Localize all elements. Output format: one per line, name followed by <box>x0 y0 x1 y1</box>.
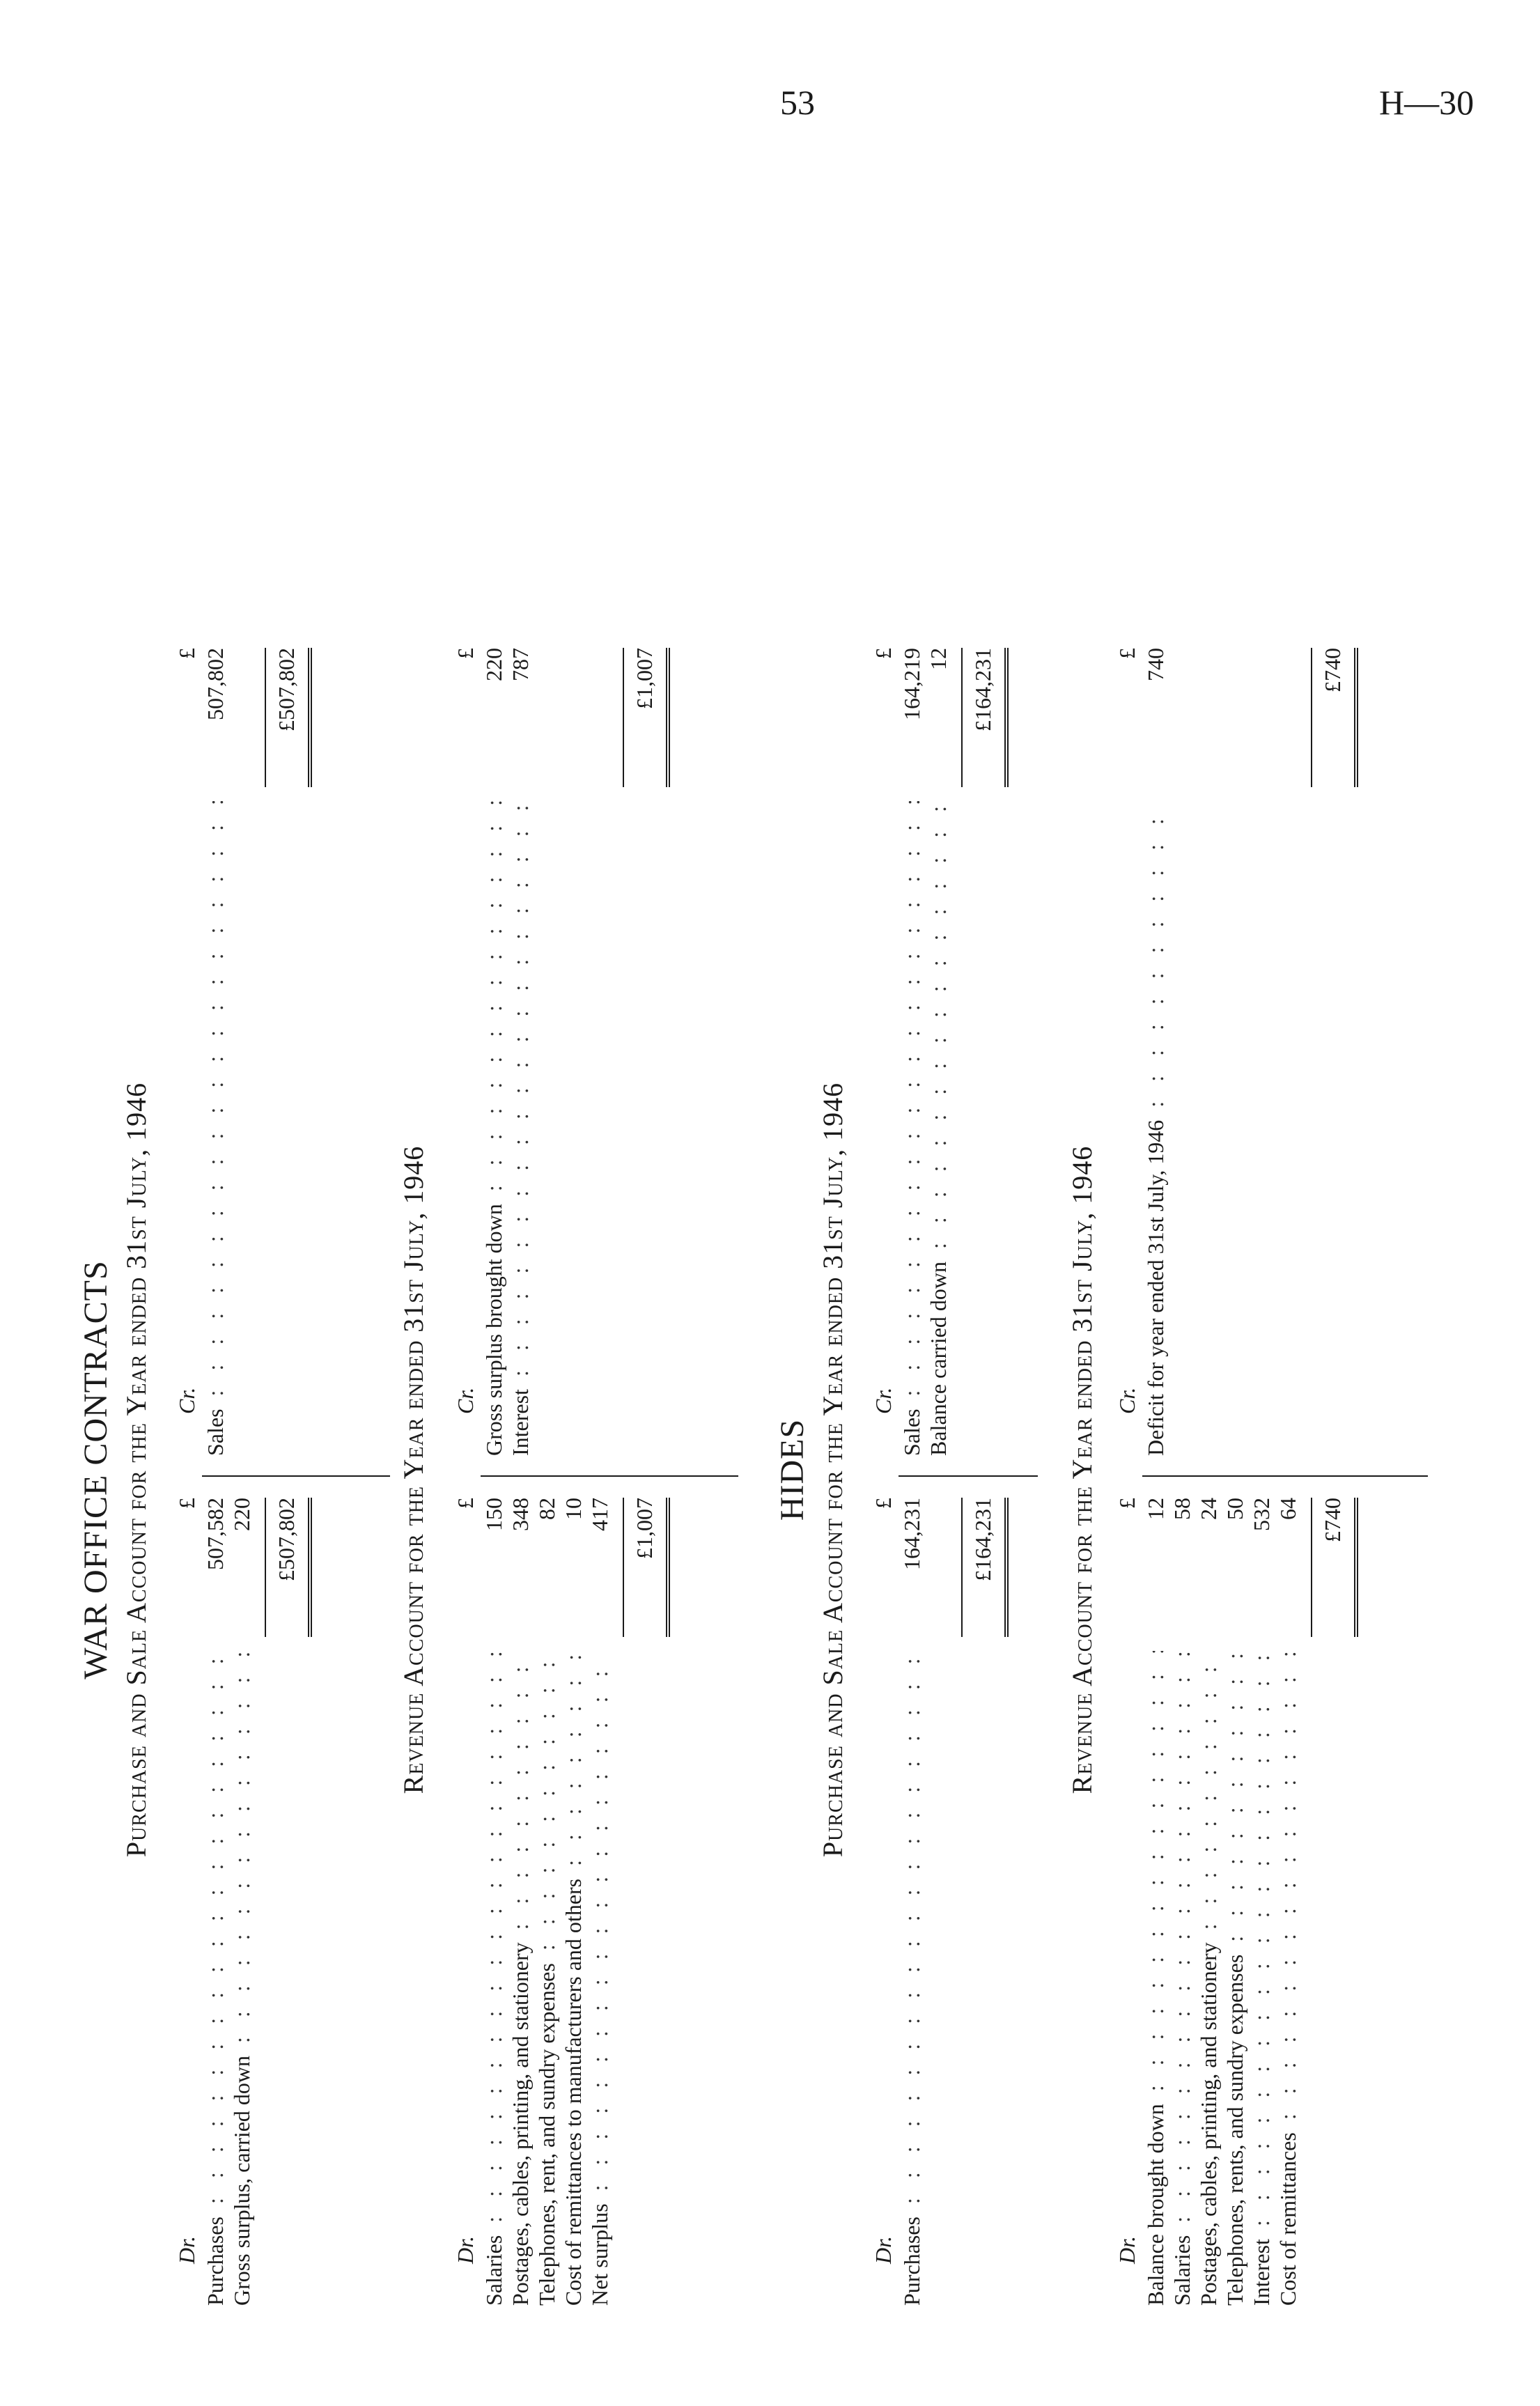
account-title: Purchase and Sale Account for the Year ended 31st July, 1946 <box>817 1082 848 1858</box>
row-amount: 24 <box>1196 1498 1221 1520</box>
row-amount: 50 <box>1222 1498 1247 1520</box>
row-desc: Gross surplus brought down : : : : : : : : : : : : : : : : : : : : : : : : : <box>481 801 507 1456</box>
blank-row <box>1169 648 1195 1456</box>
total-block <box>961 648 1017 1456</box>
ledger-row <box>507 1498 534 2306</box>
ledger-row <box>202 1498 228 2306</box>
total-amount: £164,231 <box>961 648 1009 787</box>
row-amount: 12 <box>926 648 951 670</box>
row-amount: 417 <box>587 1498 612 1531</box>
row-amount: 787 <box>508 648 533 681</box>
total-block <box>1311 1498 1367 2306</box>
dr-label: Dr. <box>1114 2235 1140 2264</box>
row-amount: 740 <box>1143 648 1168 681</box>
row-desc: Purchases : : : : : : : : : : : : : : : : : : : : : : : : : <box>202 1651 228 2306</box>
row-amount: 507,802 <box>203 648 228 720</box>
total-block <box>265 648 320 1456</box>
ledger-row <box>1169 1498 1195 2306</box>
row-amount: 10 <box>561 1498 586 1520</box>
row-amount: 164,231 <box>899 1498 924 1570</box>
ledger-row <box>1142 648 1169 1456</box>
ledger-row <box>899 648 925 1456</box>
blank-row <box>228 648 255 1456</box>
row-amount: 64 <box>1275 1498 1300 1520</box>
credit-side <box>453 648 678 1456</box>
total-amount: £507,802 <box>265 648 312 787</box>
ledger-row <box>586 1498 613 2306</box>
ledger-row <box>1222 1498 1248 2306</box>
blank-row <box>586 648 613 1456</box>
page-reference: H—30 <box>1379 83 1475 122</box>
row-desc: Salaries : : : : : : : : : : : : : : : : : : : : : : : : : <box>1169 1651 1195 2306</box>
ledger-row <box>1275 1498 1301 2306</box>
cr-label: Cr. <box>174 1387 199 1414</box>
currency-symbol: £ <box>871 1498 896 1509</box>
row-amount: 150 <box>481 1498 506 1531</box>
debit-side <box>453 1498 678 2306</box>
currency-symbol: £ <box>453 648 478 659</box>
total-block <box>265 1498 320 2306</box>
total-amount: £507,802 <box>265 1498 312 1637</box>
row-desc: Purchases : : : : : : : : : : : : : : : : : : : : : : : : : <box>899 1651 925 2306</box>
total-amount: £1,007 <box>623 648 670 787</box>
account-purchase-sale-war-office <box>174 634 341 2306</box>
ledger-row <box>202 648 228 1456</box>
blank-row <box>1248 648 1275 1456</box>
ledger-row <box>560 1498 586 2306</box>
account-purchase-sale-hides <box>871 634 1038 2306</box>
row-desc: Balance brought down : : : : : : : : : : : : : : : : : : : : : : : : : <box>1142 1651 1169 2306</box>
row-amount: 220 <box>229 1498 254 1531</box>
ledger-row <box>1248 1498 1275 2306</box>
account-title: Purchase and Sale Account for the Year ended 31st July, 1946 <box>120 1082 152 1858</box>
row-amount: 220 <box>481 648 506 681</box>
debit-side <box>174 1498 320 2306</box>
row-desc: Telephones, rent, and sundry expenses : : : : : : : : : : : : : : : : : : : : : : : : : <box>534 1651 560 2306</box>
row-desc: Balance carried down : : : : : : : : : : : : : : : : : : : : : : : : : <box>925 801 951 1456</box>
account-revenue-hides <box>1114 634 1407 2306</box>
total-amount: £740 <box>1311 648 1358 787</box>
section-title-war-office-contracts: WAR OFFICE CONTRACTS <box>77 1260 114 1679</box>
ledger-row <box>1195 1498 1222 2306</box>
currency-symbol: £ <box>871 648 896 659</box>
currency-symbol: £ <box>174 1498 199 1509</box>
row-desc: Postages, cables, printing, and stationery : : : : : : : : : : : : : : : : : : : : : : : : : <box>507 1651 534 2306</box>
debit-side <box>1114 1498 1367 2306</box>
credit-side <box>174 648 320 1456</box>
column-divider <box>481 1475 738 1477</box>
ledger-row <box>481 648 507 1456</box>
blank-row <box>1222 648 1248 1456</box>
currency-symbol: £ <box>1114 648 1140 659</box>
row-desc: Net surplus : : : : : : : : : : : : : : : : : : : : : : : : : <box>586 1651 613 2306</box>
row-amount: 532 <box>1249 1498 1274 1531</box>
dr-label: Dr. <box>174 2235 199 2264</box>
account-title: Revenue Account for the Year ended 31st July, 1946 <box>398 1145 429 1794</box>
cr-label: Cr. <box>1114 1387 1140 1414</box>
ledger-row <box>534 1498 560 2306</box>
ledger-row <box>507 648 534 1456</box>
currency-symbol: £ <box>174 648 199 659</box>
row-desc: Salaries : : : : : : : : : : : : : : : : : : : : : : : : : <box>481 1651 507 2306</box>
total-block <box>961 1498 1017 2306</box>
total-amount: £164,231 <box>961 1498 1009 1637</box>
cr-label: Cr. <box>871 1387 896 1414</box>
blank-row <box>925 1498 951 2306</box>
row-desc: Gross surplus, carried down : : : : : : : : : : : : : : : : : : : : : : : : : <box>228 1651 255 2306</box>
ledger-row <box>899 1498 925 2306</box>
ledger-row <box>925 648 951 1456</box>
total-block <box>623 1498 678 2306</box>
credit-side <box>1114 648 1367 1456</box>
row-amount: 12 <box>1143 1498 1168 1520</box>
row-desc: Cost of remittances : : : : : : : : : : : : : : : : : : : : : : : : : <box>1275 1651 1301 2306</box>
row-desc: Cost of remittances to manufacturers and others : : : : : : : : : : : : : : : : : : : : : : : : : <box>560 1651 586 2306</box>
credit-side <box>871 648 1017 1456</box>
row-desc: Sales : : : : : : : : : : : : : : : : : : : : : : : : : <box>899 801 925 1456</box>
column-divider <box>899 1475 1038 1477</box>
column-divider <box>202 1475 390 1477</box>
row-amount: 507,582 <box>203 1498 228 1570</box>
currency-symbol: £ <box>1114 1498 1140 1509</box>
blank-row <box>534 648 560 1456</box>
row-amount: 58 <box>1169 1498 1195 1520</box>
debit-side <box>871 1498 1017 2306</box>
dr-label: Dr. <box>453 2235 478 2264</box>
blank-row <box>1275 648 1301 1456</box>
ledger-row <box>228 1498 255 2306</box>
dr-label: Dr. <box>871 2235 896 2264</box>
row-desc: Sales : : : : : : : : : : : : : : : : : : : : : : : : : <box>202 801 228 1456</box>
ledger-row <box>481 1498 507 2306</box>
blank-row <box>560 648 586 1456</box>
row-desc: Deficit for year ended 31st July, 1946 : : : : : : : : : : : : : : : : : : : : : : : : : <box>1142 801 1169 1456</box>
row-desc: Postages, cables, printing, and stationery : : : : : : : : : : : : : : : : : : : : : : : : : <box>1195 1651 1222 2306</box>
total-amount: £740 <box>1311 1498 1358 1637</box>
ledger-row <box>1142 1498 1169 2306</box>
cr-label: Cr. <box>453 1387 478 1414</box>
row-amount: 82 <box>534 1498 559 1520</box>
currency-symbol: £ <box>453 1498 478 1509</box>
rotated-content <box>77 216 1442 2306</box>
page-number: 53 <box>780 83 815 122</box>
account-revenue-war-office <box>453 634 703 2306</box>
row-desc: Interest : : : : : : : : : : : : : : : : : : : : : : : : : <box>1248 1651 1275 2306</box>
row-amount: 164,219 <box>899 648 924 720</box>
row-desc: Telephones, rents, and sundry expenses : : : : : : : : : : : : : : : : : : : : : : : : : <box>1222 1651 1248 2306</box>
section-title-hides: HIDES <box>774 1418 811 1521</box>
row-amount: 348 <box>508 1498 533 1531</box>
total-amount: £1,007 <box>623 1498 670 1637</box>
row-desc: Interest : : : : : : : : : : : : : : : : : : : : : : : : : <box>507 801 534 1456</box>
blank-row <box>1195 648 1222 1456</box>
column-divider <box>1142 1475 1428 1477</box>
total-block <box>623 648 678 1456</box>
account-title: Revenue Account for the Year ended 31st July, 1946 <box>1066 1145 1098 1794</box>
total-block <box>1311 648 1367 1456</box>
